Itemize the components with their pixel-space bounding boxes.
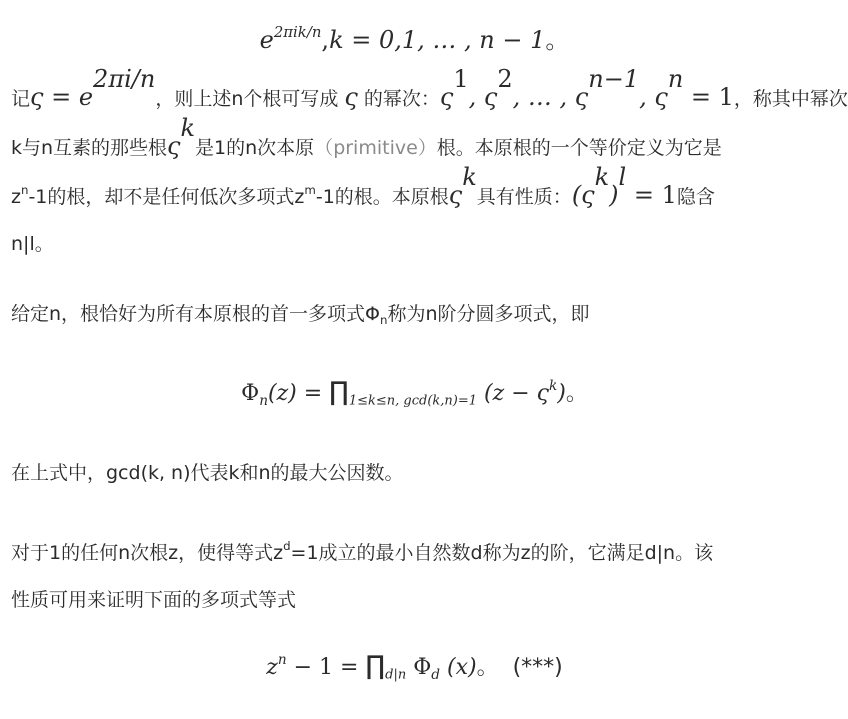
superscript-n: n (20, 183, 29, 198)
product-index: 1≤k≤n, gcd(k,n)=1 (348, 393, 478, 409)
formula2-rhs-close: ) (557, 381, 566, 406)
para1-exponent: 2πi/n (93, 65, 156, 93)
para1-text: 根。本原根的一个等价定义为它是 (436, 137, 722, 159)
product-symbol: ∏ (329, 377, 349, 407)
ellipsis: , … , (512, 83, 575, 111)
varsigma-symbol: ς (439, 83, 454, 111)
superscript-m: m (304, 183, 316, 198)
para1-line2 (11, 114, 819, 172)
subscript-n: n (380, 313, 388, 328)
product-symbol: ∏ (365, 651, 386, 681)
para1-text: ，则上述n个根可写成 (155, 88, 345, 110)
formula2-end: 。 (565, 381, 588, 406)
phi-symbol: Φ (241, 381, 260, 406)
equation-tag: (***) (498, 655, 563, 680)
power-n: n (667, 65, 684, 93)
formula3-arg: (x) (440, 655, 477, 680)
para4-text: 对于1的任何n次根z，使得等式z (11, 542, 284, 564)
para1-eq-e: = e (43, 83, 94, 111)
para4-text: 性质可用来证明下面的多项式等式 (11, 589, 297, 611)
property-k: k (594, 163, 610, 191)
formula3-end: 。 (476, 655, 499, 680)
formula1-range: = 0,1, … , n − 1 (343, 26, 546, 54)
varsigma-symbol: ς (448, 181, 463, 209)
varsigma-symbol: ς (30, 83, 44, 111)
para2-text: 称为n阶分圆多项式，即 (387, 303, 590, 325)
formula2-rhs: (z − ς (477, 381, 549, 406)
para1-line1 (11, 65, 848, 123)
para4-text: =1成立的最小自然数d称为z的阶，它满足d|n。该 (290, 542, 714, 564)
para1-text: -1的根，却不是任何低次多项式z (28, 186, 305, 208)
para1-text: z (11, 186, 21, 208)
para3-text: 在上式中，gcd(k, n)代表k和n的最大公因数。 (11, 462, 404, 484)
formula1-exponent: 2πik/n (273, 22, 322, 41)
power-2: 2 (497, 65, 513, 93)
para1-line3 (11, 163, 819, 221)
power-n-minus-1: n−1 (588, 65, 640, 93)
property-l: l (618, 163, 627, 191)
separator: , (639, 83, 655, 111)
para4-line2 (11, 577, 819, 624)
para1-text: 隐含 (676, 186, 715, 208)
formula-cyclotomic-product (0, 376, 829, 407)
formula2-power-k: k (548, 377, 558, 394)
power-1: 1 (453, 65, 469, 93)
paragraph-gcd (11, 450, 819, 497)
para4-line1 (11, 530, 819, 577)
varsigma-symbol: ς (167, 132, 181, 160)
formula1-base: e (259, 26, 274, 54)
formula2-arg: (z) = (267, 381, 330, 406)
z-symbol: z (266, 655, 278, 680)
para1-text: -1的根。本原根 (315, 186, 449, 208)
formula1-end: 。 (545, 26, 570, 54)
formula-roots-of-unity: $e^{2\pi ik/n},k = 0,1$, … , n − 1。 (259, 22, 570, 54)
para1-text: k与n互素的那些根 (11, 137, 168, 159)
paragraph-primitive-roots (11, 65, 848, 268)
para1-text: n|l。 (11, 233, 54, 255)
power-k: k (462, 163, 477, 191)
superscript-d: d (283, 539, 291, 554)
varsigma-symbol: ς (654, 83, 668, 111)
property-eq: = 1 (626, 181, 677, 209)
product-index: d|n (385, 667, 407, 683)
varsigma-symbol: ς (574, 83, 589, 111)
para1-text: 的幂次： (357, 88, 440, 110)
phi-subscript-d: d (431, 666, 440, 683)
varsigma-symbol: ς (344, 83, 358, 111)
para1-text: 记 (11, 88, 31, 110)
z-power-n: n (277, 651, 287, 668)
formula-polynomial-identity (0, 650, 829, 681)
para2-text: 给定n，根恰好为所有本原根的首一多项式Φ (11, 303, 380, 325)
varsigma-symbol: ς (483, 83, 498, 111)
para1-line4 (11, 221, 819, 268)
power-k: k (180, 114, 196, 142)
property-close: ) (609, 181, 619, 209)
para1-text: ，称其中幂次 (733, 88, 848, 110)
paragraph-cyclotomic-definition (11, 291, 819, 338)
phi-subscript: n (259, 392, 268, 409)
equals-one: = 1 (683, 83, 734, 111)
phi-symbol: Φ (406, 655, 432, 680)
paragraph-order (11, 530, 819, 624)
separator: , (468, 83, 484, 111)
para1-text: 具有性质： (476, 186, 572, 208)
property-open: (ς (571, 181, 595, 209)
primitive-term: （primitive） (314, 137, 437, 159)
para1-text: 是1的n次本原 (195, 137, 315, 159)
formula3-mid: − 1 = (286, 655, 366, 680)
formula1-var: k (329, 26, 344, 54)
